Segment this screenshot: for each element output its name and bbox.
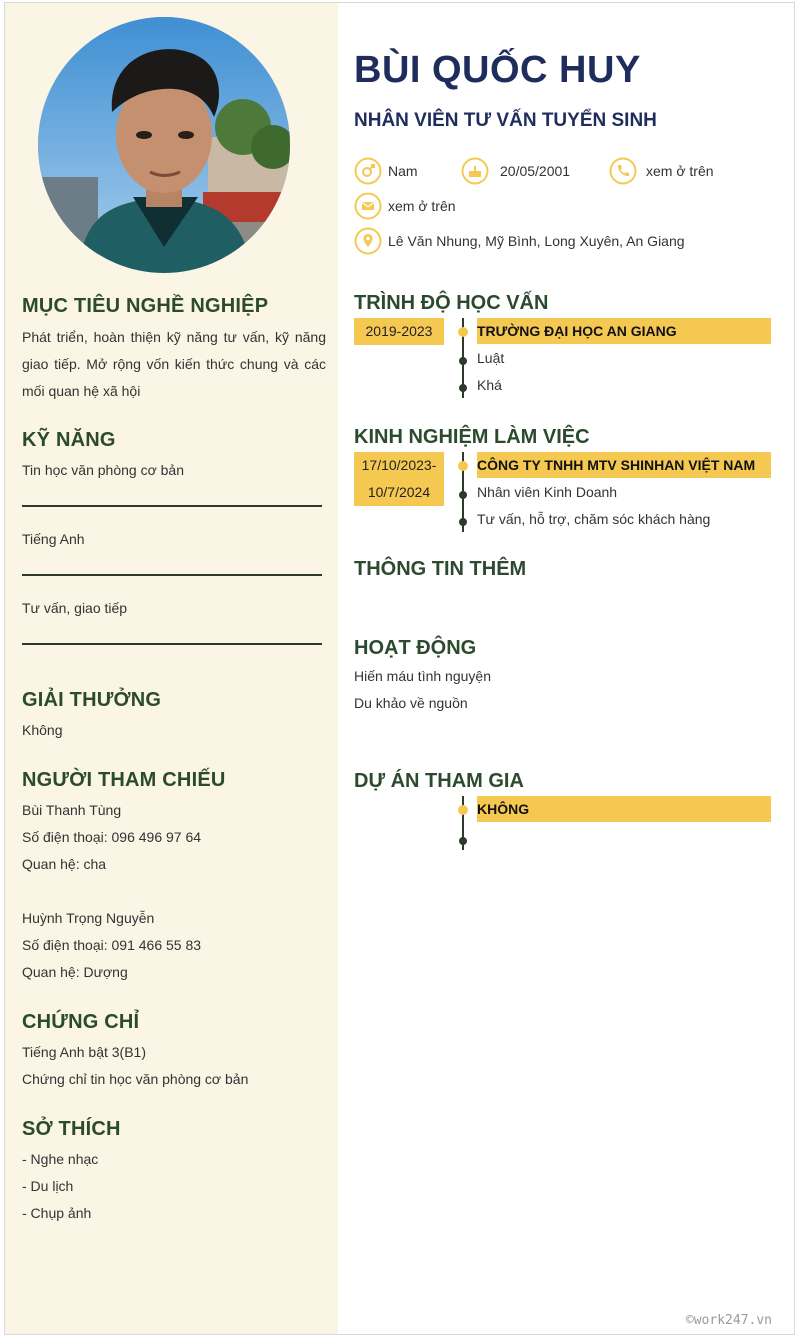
school-name: TRƯỜNG ĐẠI HỌC AN GIANG xyxy=(477,318,771,344)
address-value: Lê Văn Nhung, Mỹ Bình, Long Xuyên, An Giang xyxy=(388,233,685,249)
timeline-dot xyxy=(458,461,468,471)
watermark: ©work247.vn xyxy=(685,1313,772,1328)
certificates-title: CHỨNG CHỈ xyxy=(22,1011,140,1033)
gender-icon xyxy=(354,157,382,185)
sidebar xyxy=(5,3,338,1335)
timeline-dot xyxy=(458,805,468,815)
objective-title: MỤC TIÊU NGHỀ NGHIỆP xyxy=(22,295,269,317)
reference-relation: Quan hệ: Dượng xyxy=(22,964,128,980)
hobby-item: - Du lịch xyxy=(22,1178,74,1194)
skill-item: Tin học văn phòng cơ bản xyxy=(22,462,184,478)
additional-title: THÔNG TIN THÊM xyxy=(354,558,527,580)
reference-name: Huỳnh Trọng Nguyễn xyxy=(22,910,155,926)
activities-title: HOẠT ĐỘNG xyxy=(354,637,477,659)
gender-value: Nam xyxy=(388,163,418,179)
candidate-role: NHÂN VIÊN TƯ VẤN TUYỂN SINH xyxy=(354,110,657,131)
skill-item: Tiếng Anh xyxy=(22,531,85,547)
objective-text: Phát triển, hoàn thiện kỹ năng tư vấn, kỹ năng giao tiếp. Mở rộng vốn kiến thức chung và các mối quan hệ xã hội xyxy=(22,329,326,399)
awards-text: Không xyxy=(22,722,63,738)
reference-relation: Quan hệ: cha xyxy=(22,856,107,872)
timeline-dot xyxy=(458,327,468,337)
birthday-cake-icon xyxy=(461,157,489,185)
info-phone xyxy=(609,157,714,185)
email-value: xem ở trên xyxy=(388,198,456,214)
skill-divider xyxy=(22,574,322,576)
education-detail: Khá xyxy=(477,377,502,393)
skill-divider xyxy=(22,505,322,507)
resume-page xyxy=(4,2,795,1335)
phone-icon xyxy=(609,157,637,185)
location-icon xyxy=(354,227,382,255)
awards-title: GIẢI THƯỞNG xyxy=(22,689,162,711)
projects-title: DỰ ÁN THAM GIA xyxy=(354,770,524,792)
email-icon xyxy=(354,192,382,220)
education-detail: Luật xyxy=(477,350,505,366)
experience-date-end: 10/7/2024 xyxy=(367,484,431,500)
certificate-item: Tiếng Anh bật 3(B1) xyxy=(22,1044,147,1060)
main-content xyxy=(338,3,795,1335)
info-gender xyxy=(354,157,418,185)
activity-item: Hiến máu tình nguyện xyxy=(354,668,491,684)
reference-phone: Số điện thoại: 091 466 55 83 xyxy=(22,937,202,953)
hobby-item: - Chụp ảnh xyxy=(22,1205,92,1221)
phone-value: xem ở trên xyxy=(646,163,714,179)
hobbies-title: SỞ THÍCH xyxy=(22,1118,121,1140)
experience-date xyxy=(354,452,444,506)
skill-item: Tư vấn, giao tiếp xyxy=(22,600,128,616)
profile-photo xyxy=(38,17,290,273)
timeline-dot xyxy=(459,518,467,526)
hobby-item: - Nghe nhạc xyxy=(22,1151,99,1167)
timeline-dot xyxy=(459,384,467,392)
experience-date-start: 17/10/2023- xyxy=(361,457,437,473)
skill-divider xyxy=(22,643,322,645)
references-title: NGƯỜI THAM CHIẾU xyxy=(22,769,226,791)
timeline-dot xyxy=(459,837,467,845)
dob-value: 20/05/2001 xyxy=(500,163,571,179)
project-name: KHÔNG xyxy=(477,796,771,822)
certificate-item: Chứng chỉ tin học văn phòng cơ bản xyxy=(22,1071,249,1087)
candidate-name: BÙI QUỐC HUY xyxy=(354,49,641,91)
education-title: TRÌNH ĐỘ HỌC VẤN xyxy=(354,292,549,314)
experience-detail: Nhân viên Kinh Doanh xyxy=(477,484,618,500)
info-dob xyxy=(461,157,570,185)
skills-title: KỸ NĂNG xyxy=(22,429,116,451)
reference-phone: Số điện thoại: 096 496 97 64 xyxy=(22,829,202,845)
timeline-dot xyxy=(459,357,467,365)
timeline-dot xyxy=(459,491,467,499)
education-date: 2019-2023 xyxy=(354,318,444,345)
reference-name: Bùi Thanh Tùng xyxy=(22,802,122,818)
experience-title: KINH NGHIỆM LÀM VIỆC xyxy=(354,426,590,448)
activity-item: Du khảo về nguồn xyxy=(354,695,468,711)
experience-detail: Tư vấn, hỗ trợ, chăm sóc khách hàng xyxy=(477,511,711,527)
info-address xyxy=(354,227,685,255)
company-name: CÔNG TY TNHH MTV SHINHAN VIỆT NAM xyxy=(477,452,771,478)
info-email xyxy=(354,192,456,220)
